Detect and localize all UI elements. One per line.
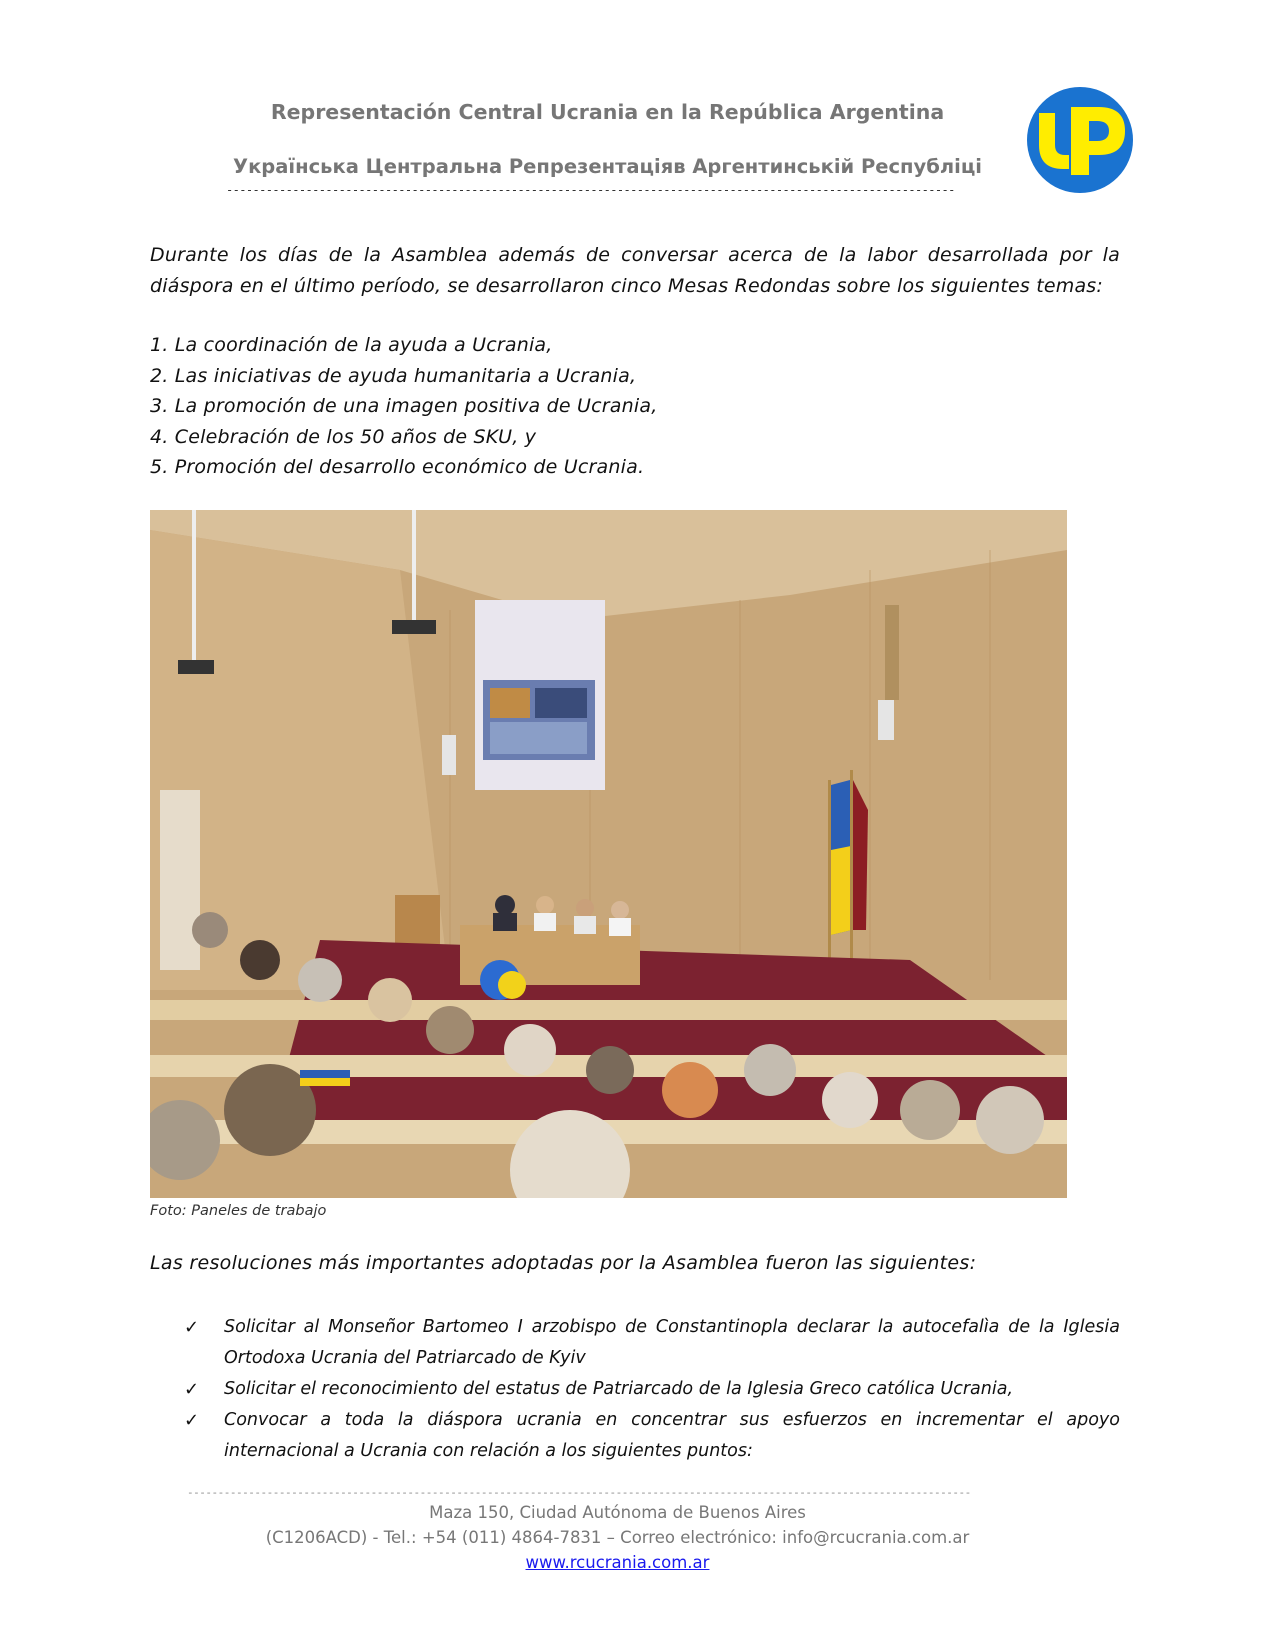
resolution-text: Solicitar al Monseñor Bartomeo I arzobispo de Constantinopla declarar la autocefalìa de la Iglesia Ortodoxa Ucrania del Patriarcado de Kyiv [224, 1317, 1120, 1368]
list-item: 2. Las iniciativas de ayuda humanitaria a Ucrania, [150, 364, 637, 387]
list-item [184, 1405, 1120, 1467]
check-icon: ✓ [184, 1317, 200, 1338]
intro-paragraph: Durante los días de la Asamblea además de conversar acerca de la labor desarrollada por la diáspora en el último período, se desarrollaron cinco Mesas Redondas sobre los siguientes temas: [150, 244, 1120, 297]
footer-address: Maza 150, Ciudad Autónoma de Buenos Aires [429, 1503, 806, 1522]
ucr-logo-icon [1025, 85, 1135, 195]
resolution-text: Solicitar el reconocimiento del estatus de Patriarcado de la Iglesia Greco católica Ucrania, [224, 1379, 1014, 1399]
conference-photo-illustration [150, 510, 1067, 1198]
header-title-uk: Українська Центральна Репрезентаціяв Аргентинській Республіці [233, 155, 982, 178]
list-item [184, 1374, 1120, 1405]
conference-photo [150, 510, 1067, 1198]
list-item: 5. Promoción del desarrollo económico de Ucrania. [150, 456, 645, 478]
list-item: 1. La coordinación de la ayuda a Ucrania, [150, 334, 553, 356]
check-icon: ✓ [184, 1410, 200, 1431]
list-item: 3. La promoción de una imagen positiva de Ucrania, [150, 395, 658, 417]
check-icon: ✓ [184, 1379, 200, 1400]
topic-list [150, 330, 1050, 483]
header-title-es: Representación Central Ucrania en la República Argentina [270, 100, 945, 124]
photo-caption: Foto: Paneles de trabajo [150, 1203, 327, 1219]
resolution-text: Convocar a toda la diáspora ucrania en concentrar sus esfuerzos en incrementar el apoyo internacional a Ucrania con relación a los siguientes puntos: [224, 1410, 1120, 1461]
footer-contact: (C1206ACD) - Tel.: +54 (011) 4864-7831 – Correo electrónico: info@rcucrania.com.ar [265, 1528, 970, 1547]
footer-separator: -------------------------------------------------------------------------------------------------------------------------------- [187, 1486, 971, 1499]
list-item [184, 1312, 1120, 1374]
resolutions-intro: Las resoluciones más importantes adoptadas por la Asamblea fueron las siguientes: [150, 1252, 977, 1274]
resolution-list [184, 1312, 1120, 1467]
footer-website-link[interactable]: www.rcucrania.com.ar [525, 1553, 710, 1572]
list-item: 4. Celebración de los 50 años de SKU, y [150, 425, 537, 448]
header-separator: -------------------------------------------------------------------------------------------------------------- [226, 183, 955, 197]
